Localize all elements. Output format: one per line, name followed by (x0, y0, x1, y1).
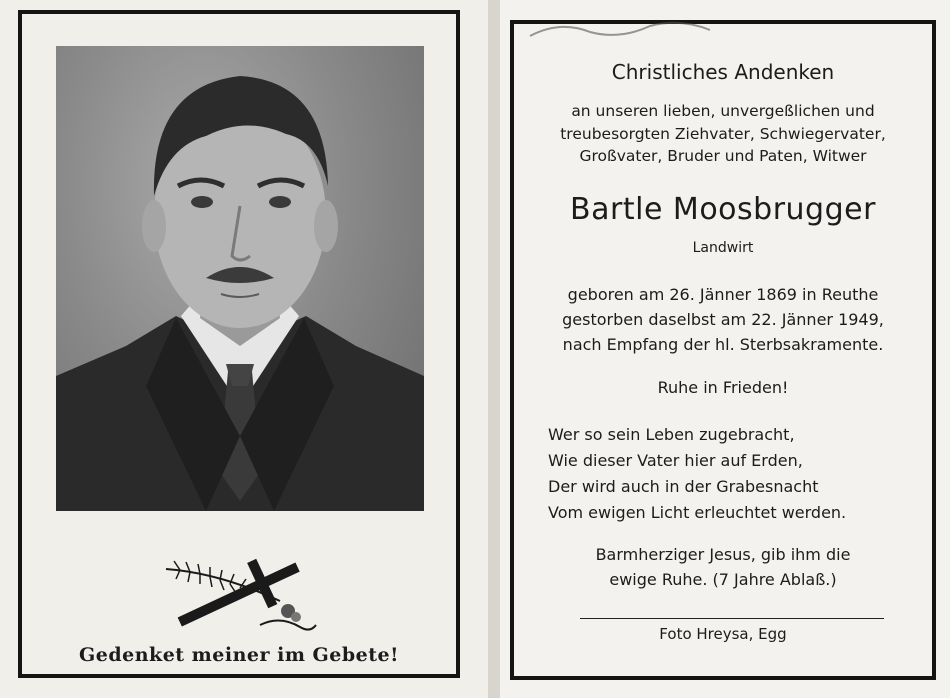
right-card (500, 0, 950, 698)
intro-line: an unseren lieben, unvergeßlichen und (571, 102, 875, 120)
intro-line: Großvater, Bruder und Paten, Witwer (579, 147, 867, 165)
date-line: geboren am 26. Jänner 1869 in Reuthe (567, 285, 879, 304)
ink-scribble-mark (520, 14, 720, 44)
poem-line: Der wird auch in der Grabesnacht (548, 477, 819, 496)
card-divider (488, 0, 500, 698)
photo-credit: Foto Hreysa, Egg (659, 625, 787, 643)
portrait-photo (56, 46, 424, 511)
memorial-poem (548, 422, 908, 526)
cross-with-palm-branch-icon (160, 555, 320, 639)
life-dates (514, 282, 932, 357)
poem-line: Wie dieser Vater hier auf Erden, (548, 451, 803, 470)
prayer-line: Barmherziger Jesus, gib ihm die (595, 545, 851, 564)
card-heading: Christliches Andenken (611, 60, 835, 84)
memorial-caption: Gedenket meiner im Gebete! (79, 644, 399, 666)
intro-text (514, 100, 932, 168)
poem-line: Wer so sein Leben zugebracht, (548, 425, 795, 444)
prayer-line: ewige Ruhe. (7 Jahre Ablaß.) (609, 570, 837, 589)
poem-line: Vom ewigen Licht erleuchtet werden. (548, 503, 847, 522)
date-line: gestorben daselbst am 22. Jänner 1949, (562, 310, 884, 329)
date-line: nach Empfang der hl. Sterbsakramente. (562, 335, 884, 354)
divider-line (580, 618, 884, 619)
rest-in-peace: Ruhe in Frieden! (657, 378, 789, 397)
prayer (514, 542, 932, 592)
intro-line: treubesorgten Ziehvater, Schwiegervater, (560, 124, 886, 143)
deceased-name: Bartle Moosbrugger (570, 192, 876, 227)
occupation: Landwirt (692, 240, 754, 256)
